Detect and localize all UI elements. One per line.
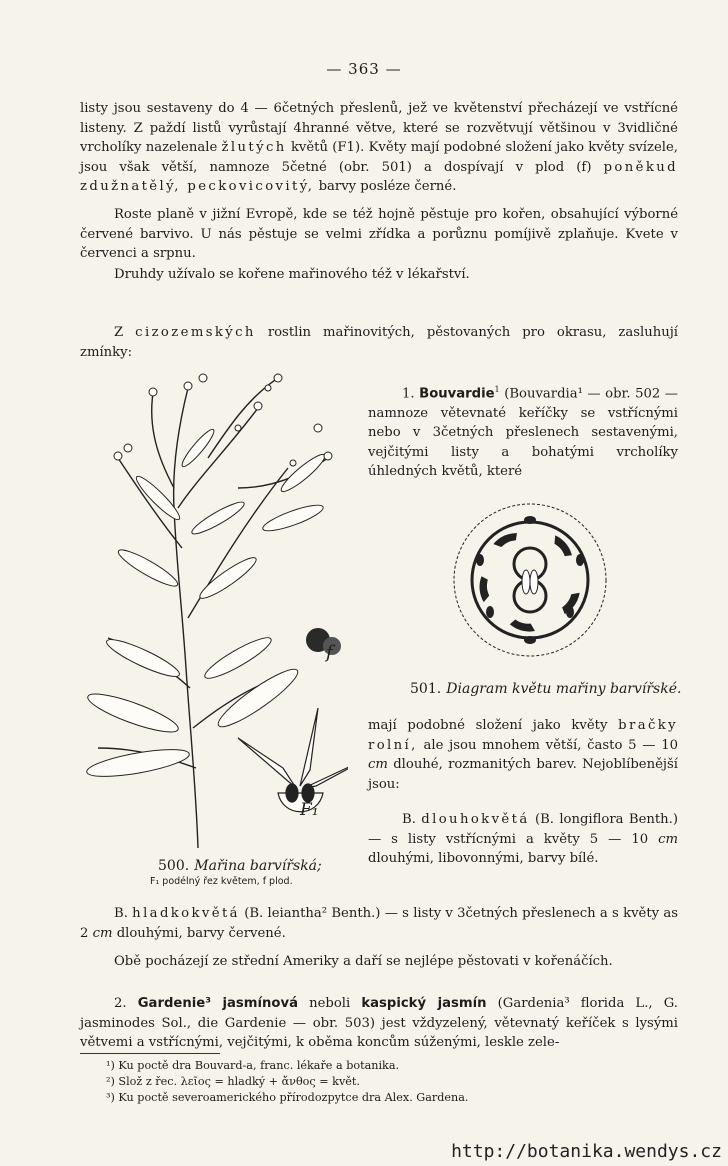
source-url: http://botanika.wendys.cz bbox=[451, 1141, 722, 1162]
gardenia-description: 2. Gardenie³ jasmínová neboli kaspický jasmín (Gardenia³ florida L., G. jasminodes Sol., die Gardenie — obr. 503) jest vždyzelený, větevnatý keříček s lysými větvemi a vstřícnými, vejčitými, k oběma koncům súženými, leskle zele- bbox=[80, 996, 678, 1050]
page-number: — 363 — bbox=[326, 60, 402, 78]
flower-section-detail bbox=[238, 708, 348, 812]
fruit-label: f bbox=[326, 642, 333, 663]
bouvardia-longiflora: B. dlouhokvětá (B. longiflora Benth.) — s listy vstřícnými a květy 5 — 10 cm dlouhými, libovonnými, barvy bílé. bbox=[368, 812, 679, 866]
footnote-rule bbox=[80, 1053, 220, 1054]
bouvardia-description: 1. Bouvardie$^1$ (Bouvardia¹ — obr. 502 — namnoze větevnaté keříčky se vstřícnými nebo v 3četných přeslenech sestavenými, vejčitými listy a bohatými vrcholíky úhledných květů, které bbox=[368, 385, 678, 480]
floral-diagram bbox=[450, 500, 610, 660]
paragraph-distribution: Roste planě v jižní Evropě, kde se též hojně pěstuje pro kořen, obsahující výborné červené barvivo. U nás pěstuje se velmi zřídka a porůznu pomíjivě zplaňuje. Kvete v červenci a srpnu. bbox=[80, 207, 678, 261]
paragraph-description: listy jsou sestaveny do 4 — 6četných přeslenů, jež ve květenství přecházejí ve vstřícné listeny. Z paždí listů vyrůstají 4hranné větve, které se rozvětvují většinou v 3vidličné vrcholíky nazelenale žlutých květů (F1). Květy mají podobné složení jako květy svízele, jsou však větší, namnoze 5četné (obr. 501) a dospívají v plod (f) poněkud zdužnatělý, peckovicovitý, barvy posléze černé. bbox=[80, 101, 678, 194]
paragraph-intro-foreign: Z cizozemských rostlin mařinovitých, pěstovaných pro okrasu, zasluhují zmínky: bbox=[80, 325, 678, 360]
paragraph-medicine: Druhdy užívalo se kořene mařinového též v lékařství. bbox=[114, 267, 470, 282]
madder-plant-illustration bbox=[78, 368, 348, 853]
footnote-2: ²) Slož z řec. λεῖος = hladký + ἄνθος = květ. bbox=[106, 1075, 360, 1088]
paragraph-origin: Obě pocházejí ze střední Ameriky a daří se nejlépe pěstovati v kořenáčích. bbox=[114, 954, 613, 969]
bouvardia-leiantha: B. hladkokvětá (B. leiantha² Benth.) — s listy v 3četných přeslenech a s květy as 2 cm dlouhými, barvy červené. bbox=[80, 906, 678, 941]
footnote-1: ¹) Ku poctě dra Bouvard-a, franc. lékaře a botanika. bbox=[106, 1059, 400, 1072]
figure-500-caption: 500. Mařina barvířská; bbox=[158, 858, 322, 874]
fruit-detail bbox=[306, 628, 341, 655]
bouvardia-continued: mají podobné složení jako květy bračky rolní, ale jsou mnohem větší, často 5 — 10 cm dlouhé, rozmanitých barev. Nejoblíbenější jsou: bbox=[368, 718, 678, 792]
figure-501-caption: 501. Diagram květu mařiny barvířské. bbox=[410, 681, 682, 697]
footnote-3: ³) Ku poctě severoamerického přírodozpytce dra Alex. Gardena. bbox=[106, 1091, 469, 1104]
figure-500-subcaption: F₁ podélný řez květem, f plod. bbox=[150, 876, 293, 887]
flower-section-label: F₁ bbox=[300, 800, 319, 820]
